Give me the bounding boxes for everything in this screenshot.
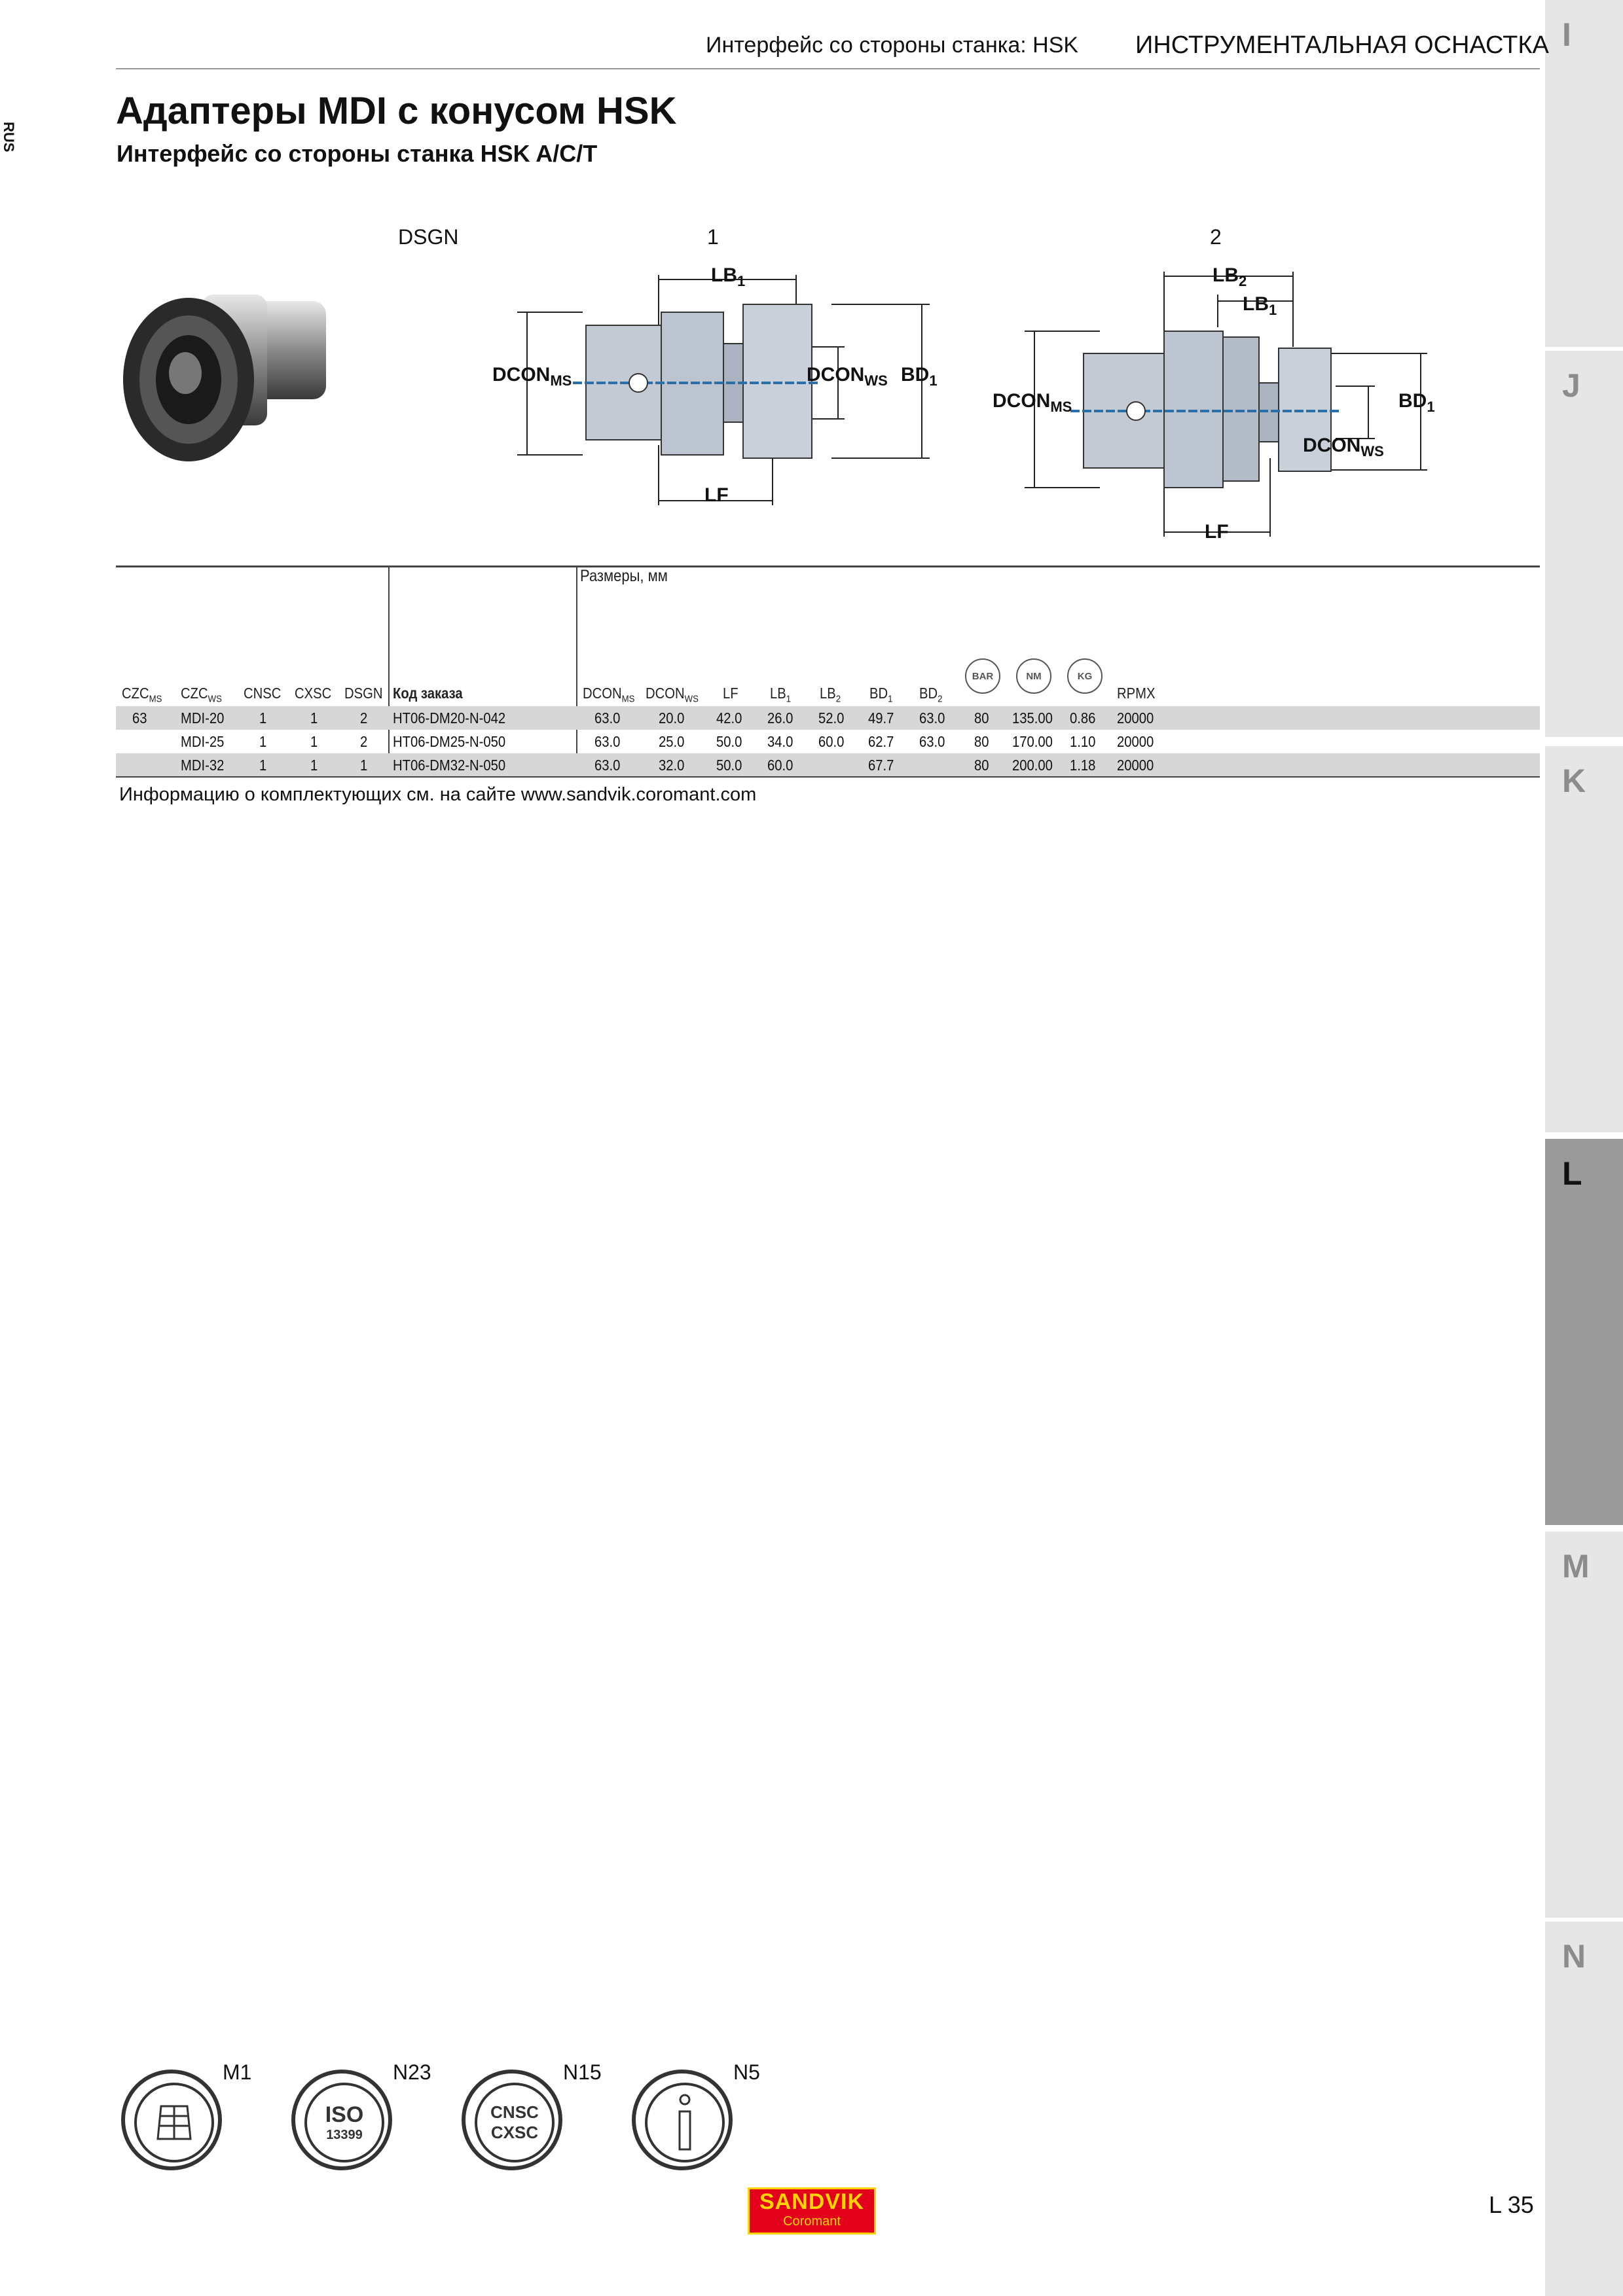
cell-bd1: 49.7 — [868, 709, 894, 726]
cell-bar: 80 — [974, 757, 989, 774]
drawing1-dcon-ws: $DCON_{WS}$ — [807, 364, 888, 389]
col-dcon-ms: $DCON_{MS}$ — [583, 685, 635, 705]
table-vline-2 — [576, 565, 577, 776]
cnsc-cxsc-icon[interactable]: CNSC CXSC — [462, 2070, 562, 2170]
drawing2-lb2: $LB_2$ — [1213, 264, 1247, 289]
cell-cxsc: 1 — [310, 709, 318, 726]
header-divider — [116, 68, 1540, 69]
drawing2-lf: LF — [1205, 521, 1229, 543]
cell-cxsc: 1 — [310, 733, 318, 750]
col-czc-ws: $CZC_{WS}$ — [181, 685, 222, 705]
cell-dcon-ws: 25.0 — [659, 733, 685, 750]
technical-drawing-1 — [511, 262, 949, 524]
cell-dsgn: 2 — [360, 733, 368, 750]
cell-rpmx: 20000 — [1117, 709, 1154, 726]
cell-cxsc: 1 — [310, 757, 318, 774]
col-czc-ms: $CZC_{MS}$ — [122, 685, 162, 705]
page-number: L 35 — [1489, 2191, 1534, 2218]
col-bd1: $BD_1$ — [869, 685, 893, 705]
drawing1-lb1: $LB_1$ — [711, 264, 746, 289]
cell-dcon-ms: 63.0 — [594, 709, 621, 726]
cell-bar: 80 — [974, 709, 989, 726]
drawing2-dcon-ms: $DCON_{MS}$ — [993, 390, 1072, 415]
header-subtitle: Интерфейс со стороны станка: HSK — [706, 33, 1079, 58]
col-cnsc: CNSC — [244, 685, 282, 702]
table-footnote: Информацию о комплектующих см. на сайте www.sandvik.coromant.com — [119, 784, 757, 805]
col-lb2: $LB_2$ — [820, 685, 841, 705]
cell-czc-ws: MDI-25 — [181, 733, 225, 750]
page-subtitle: Интерфейс со стороны станка HSK A/C/T — [117, 140, 598, 167]
drawing1-dcon-ms: $DCON_{MS}$ — [492, 364, 572, 389]
cell-dsgn: 2 — [360, 709, 368, 726]
drawing2-dcon-ws: $DCON_{WS}$ — [1303, 435, 1384, 459]
tab-m[interactable]: M — [1545, 1532, 1623, 1918]
col-lb1: $LB_1$ — [770, 685, 792, 705]
cell-kg: 0.86 — [1070, 709, 1096, 726]
nm-icon: NM — [1016, 658, 1051, 694]
drawing2-bd1: $BD_1$ — [1398, 390, 1435, 415]
drawing2-lb1: $LB_1$ — [1243, 293, 1277, 318]
col-bd2: $BD_2$ — [919, 685, 943, 705]
cell-czc-ws: MDI-32 — [181, 757, 225, 774]
cell-dsgn: 1 — [360, 757, 368, 774]
table-top-rule — [116, 565, 1540, 567]
cell-dcon-ws: 20.0 — [659, 709, 685, 726]
drawing1-bd1: $BD_1$ — [901, 364, 938, 389]
cell-bd1: 67.7 — [868, 757, 894, 774]
variant-2-label: 2 — [1210, 225, 1222, 249]
cell-rpmx: 20000 — [1117, 757, 1154, 774]
tab-l[interactable]: L — [1545, 1139, 1623, 1525]
cell-bd1: 62.7 — [868, 733, 894, 750]
cell-order-code[interactable]: HT06-DM25-N-050 — [393, 733, 506, 750]
cell-lb1: 34.0 — [767, 733, 793, 750]
ref-label-n15: N15 — [563, 2060, 602, 2084]
collet-icon[interactable] — [121, 2070, 222, 2170]
info-icon[interactable] — [632, 2070, 733, 2170]
cell-cnsc: 1 — [259, 757, 267, 774]
page-title: Адаптеры MDI с конусом HSK — [116, 90, 677, 132]
col-lf: LF — [723, 685, 739, 702]
table-vline-1 — [388, 565, 390, 776]
ref-label-n5: N5 — [733, 2060, 760, 2084]
iso-13399-icon[interactable]: ISO 13399 — [291, 2070, 392, 2170]
cell-lb2: 60.0 — [818, 733, 845, 750]
cell-cnsc: 1 — [259, 709, 267, 726]
tab-i[interactable]: I — [1545, 0, 1623, 347]
cell-dcon-ms: 63.0 — [594, 733, 621, 750]
table-row-shade-3 — [116, 753, 1540, 777]
cell-order-code[interactable]: HT06-DM20-N-042 — [393, 709, 506, 726]
cell-czc-ws: MDI-20 — [181, 709, 225, 726]
ref-label-m1: M1 — [223, 2060, 252, 2084]
product-photo — [117, 275, 346, 491]
col-dsgn: DSGN — [344, 685, 383, 702]
col-order-code: Код заказа — [393, 685, 463, 702]
cell-nm: 135.00 — [1012, 709, 1053, 726]
tab-j[interactable]: J — [1545, 351, 1623, 737]
col-dcon-ws: $DCON_{WS}$ — [646, 685, 699, 705]
bar-icon: BAR — [965, 658, 1000, 694]
cell-rpmx: 20000 — [1117, 733, 1154, 750]
tab-n[interactable]: N — [1545, 1922, 1623, 2296]
cell-dcon-ms: 63.0 — [594, 757, 621, 774]
cell-lf: 50.0 — [716, 733, 742, 750]
cell-lb1: 26.0 — [767, 709, 793, 726]
language-label: RUS — [1, 122, 17, 152]
cell-bd2: 63.0 — [919, 733, 945, 750]
col-cxsc: CXSC — [295, 685, 332, 702]
table-bottom-rule — [116, 776, 1540, 778]
kg-icon: KG — [1067, 658, 1103, 694]
ref-label-n23: N23 — [393, 2060, 431, 2084]
cell-cnsc: 1 — [259, 733, 267, 750]
cell-lb2: 52.0 — [818, 709, 845, 726]
cell-kg: 1.18 — [1070, 757, 1096, 774]
cell-nm: 200.00 — [1012, 757, 1053, 774]
cell-bar: 80 — [974, 733, 989, 750]
variant-1-label: 1 — [707, 225, 719, 249]
cell-lb1: 60.0 — [767, 757, 793, 774]
cell-lf: 50.0 — [716, 757, 742, 774]
cell-bd2: 63.0 — [919, 709, 945, 726]
cell-dcon-ws: 32.0 — [659, 757, 685, 774]
sandvik-logo: SANDVIK Coromant — [748, 2187, 876, 2234]
technical-drawing-2 — [1021, 262, 1453, 550]
tab-k[interactable]: K — [1545, 746, 1623, 1132]
col-rpmx: RPMX — [1117, 685, 1156, 702]
dimensions-group-header: Размеры, мм — [580, 567, 668, 585]
cell-lf: 42.0 — [716, 709, 742, 726]
cell-kg: 1.10 — [1070, 733, 1096, 750]
drawing1-lf: LF — [704, 484, 729, 506]
cell-nm: 170.00 — [1012, 733, 1053, 750]
cell-order-code[interactable]: HT06-DM32-N-050 — [393, 757, 506, 774]
dsgn-label: DSGN — [398, 225, 459, 249]
header-section: ИНСТРУМЕНТАЛЬНАЯ ОСНАСТКА — [1135, 31, 1549, 59]
cell-czc-ms: 63 — [132, 709, 147, 726]
